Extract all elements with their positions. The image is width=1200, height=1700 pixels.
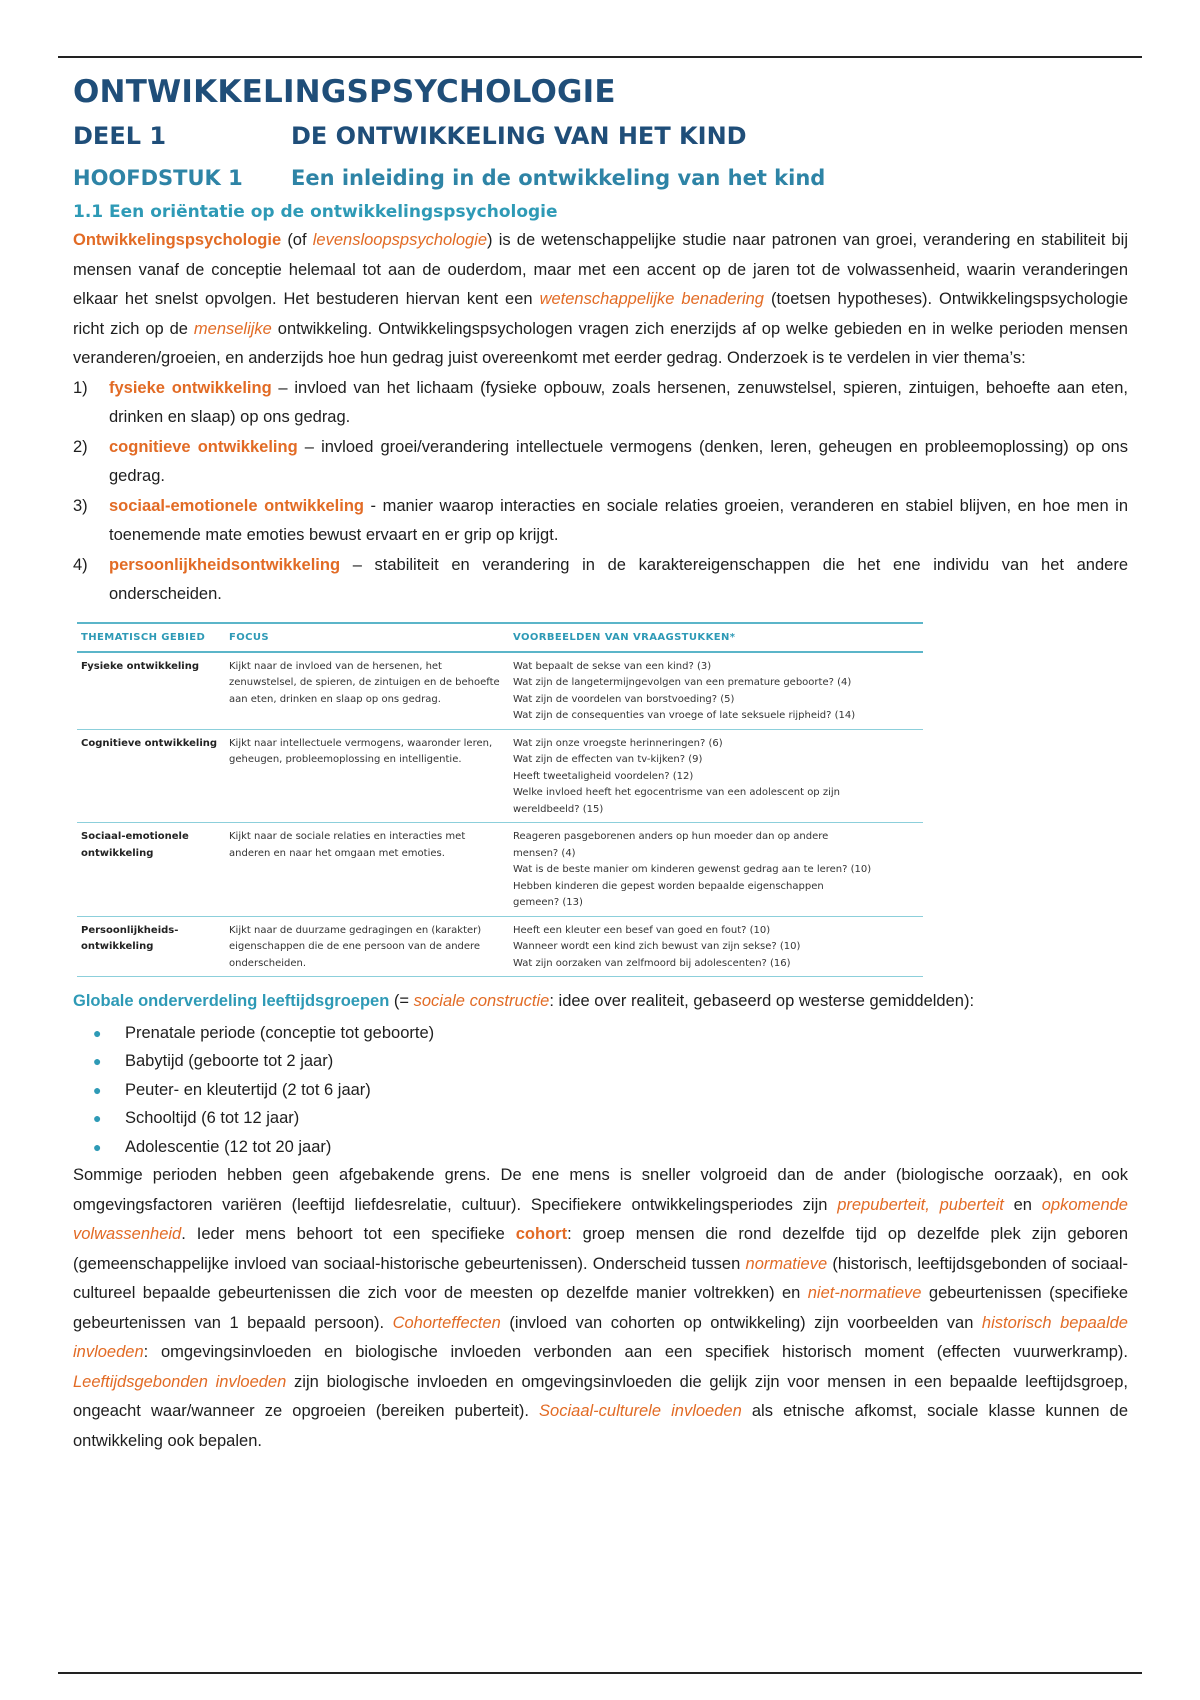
- list-text: [109, 551, 1128, 610]
- closing-text: en: [1003, 1195, 1042, 1214]
- age-group-label: Peuter- en kleutertijd (2 tot 6 jaar): [125, 1080, 371, 1099]
- term-opkomende-volwassenheid: opkomende volwassenheid: [73, 1195, 1128, 1243]
- closing-text: (historisch, leeftijdsgebonden of sociaal-cultureel bepaalde gebeurtenissen die zich voor de meesten op dezelfde manier voltrekken) en: [73, 1254, 1128, 1302]
- term-wetenschappelijke-benadering: wetenschappelijke benadering: [539, 290, 764, 308]
- list-number: 4): [73, 555, 88, 574]
- column-header: VOORBEELDEN VAN VRAAGSTUKKEN*: [509, 623, 923, 652]
- list-item: [73, 492, 1128, 551]
- term-menselijke: menselijke: [193, 319, 272, 338]
- term-normatieve: normatieve: [745, 1254, 828, 1273]
- intro-paragraph: [73, 226, 1128, 374]
- list-item: [73, 433, 1128, 492]
- cell-examples: [509, 823, 923, 917]
- list-item: [73, 374, 1128, 433]
- top-rule: [58, 56, 1142, 58]
- example-line: Wat zijn oorzaken van zelfmoord bij adolescenten? (16): [513, 957, 791, 969]
- term-sociale-constructie: sociale constructie: [413, 992, 550, 1010]
- bullet-icon: ●: [93, 1081, 102, 1098]
- theme-description: - manier waarop interacties en sociale relaties groeien, veranderen en stabiel blijven, en hoe men in toenemende mate emoties bewust ervaart en er grip op krijgt.: [109, 496, 1128, 544]
- term-historisch-bepaalde-invloeden: historisch bepaalde invloeden: [73, 1313, 1128, 1361]
- list-number: 3): [73, 496, 88, 515]
- part-heading: [73, 122, 1128, 150]
- example-line: Heeft een kleuter een besef van goed en fout? (10): [513, 924, 771, 936]
- cell-focus: Kijkt naar de invloed van de hersenen, het zenuwstelsel, de spieren, de zintuigen en de behoefte aan eten, drinken en slaap op ons gedrag.: [225, 652, 509, 730]
- example-line: Wat zijn de effecten van tv-kijken? (9): [513, 754, 703, 765]
- intro-text-3: (toetsen hypotheses). Ontwikkelingspsychologie richt zich op de: [73, 290, 1128, 338]
- closing-text: (invloed van cohorten op ontwikkeling) zijn voorbeelden van: [500, 1313, 982, 1332]
- theme-description: – stabiliteit en verandering in de karaktereigenschappen die het ene individu van het andere onderscheiden.: [109, 555, 1128, 603]
- list-item: [73, 1019, 1128, 1048]
- intro-text-2: ) is de wetenschappelijke studie naar patronen van groei, verandering en stabiliteit bij mensen vanaf de conceptie helemaal tot aan de ouderdom, maar met een accent op de jaren tot de volwassenheid, waarin veranderingen elkaar het snelst opvolgen. Het bestuderen hiervan kent een: [73, 231, 1128, 308]
- chapter-heading: [73, 166, 1128, 190]
- term-sociaal-culturele-invloeden: Sociaal-culturele invloeden: [539, 1402, 742, 1420]
- document-page: [73, 72, 1128, 1456]
- theme-description: – invloed van het lichaam (fysieke opbouw, zoals hersenen, zenuwstelsel, spieren, zintuigen, behoefte aan eten, drinken en slaap) op ons gedrag.: [109, 378, 1128, 426]
- part-title: DE ONTWIKKELING VAN HET KIND: [291, 122, 747, 150]
- closing-text: . Ieder mens behoort tot een specifieke: [181, 1225, 516, 1243]
- theme-term: cognitieve ontwikkeling: [109, 437, 298, 456]
- example-line: wereldbeeld? (15): [513, 803, 604, 815]
- themes-table: [77, 622, 923, 978]
- chapter-label: HOOFDSTUK 1: [73, 166, 243, 190]
- column-header: FOCUS: [225, 623, 509, 652]
- example-line: mensen? (4): [513, 847, 576, 859]
- theme-term: fysieke ontwikkeling: [109, 378, 272, 397]
- example-line: Welke invloed heeft het egocentrisme van een adolescent op zijn: [513, 787, 840, 798]
- age-groups-list: [73, 1019, 1128, 1162]
- cell-focus: Kijkt naar intellectuele vermogens, waaronder leren, geheugen, probleemoplossing en intelligentie.: [225, 729, 509, 823]
- closing-text: Sommige perioden hebben geen afgebakende grens. De ene mens is sneller volgroeid dan de ander (biologische oorzaak), en ook omgevingsfactoren variëren (leeftijd liefdesrelatie, cultuur). Specifiekere ontwikkelingsperiodes zijn: [73, 1166, 1128, 1214]
- list-item: [73, 1076, 1128, 1105]
- list-number: 1): [73, 378, 88, 397]
- theme-description: – invloed groei/verandering intellectuele vermogens (denken, leren, geheugen en probleemoplossing) op ons gedrag.: [109, 437, 1128, 485]
- cell-examples: [509, 916, 923, 977]
- list-item: [73, 1047, 1128, 1076]
- intro-text-1: (of: [281, 231, 313, 249]
- cell-area: Cognitieve ontwikkeling: [77, 729, 225, 823]
- closing-text: als etnische afkomst, sociale klasse kunnen de ontwikkeling ook bepalen.: [73, 1402, 1129, 1450]
- list-item: [73, 551, 1128, 610]
- age-group-label: Schooltijd (6 tot 12 jaar): [125, 1109, 300, 1127]
- example-line: Wat zijn de langetermijngevolgen van een premature geboorte? (4): [513, 677, 852, 688]
- list-item: [73, 1133, 1128, 1162]
- list-text: [109, 492, 1128, 551]
- part-label: DEEL 1: [73, 122, 167, 150]
- closing-text: zijn biologische invloeden en omgevingsinvloeden die gelijk zijn voor mensen in een bepaalde leeftijdsgroep, ongeacht waar/wanneer ze opgroeien (bereiken puberteit).: [73, 1372, 1128, 1420]
- age-group-label: Adolescentie (12 tot 20 jaar): [125, 1137, 332, 1156]
- bullet-icon: ●: [93, 1024, 102, 1041]
- age-group-label: Prenatale periode (conceptie tot geboorte): [125, 1023, 435, 1042]
- cell-focus: Kijkt naar de sociale relaties en interacties met anderen en naar het omgaan met emoties.: [225, 823, 509, 917]
- term-cohort: cohort: [515, 1225, 568, 1243]
- term-cohorteffecten: Cohorteffecten: [392, 1313, 501, 1332]
- table-header-row: [77, 623, 923, 652]
- document-title: ONTWIKKELINGSPSYCHOLOGIE: [73, 74, 616, 110]
- example-line: Wat is de beste manier om kinderen gewenst gedrag aan te leren? (10): [513, 864, 872, 875]
- chapter-title: Een inleiding in de ontwikkeling van het kind: [291, 166, 826, 190]
- themes-list: [73, 374, 1128, 610]
- cell-area: Fysieke ontwikkeling: [77, 652, 225, 730]
- column-header: THEMATISCH GEBIED: [77, 623, 225, 652]
- example-line: Wat zijn onze vroegste herinneringen? (6): [513, 737, 723, 749]
- bullet-icon: ●: [93, 1053, 102, 1069]
- term-levensloopspsychologie: levensloopspsychologie: [312, 231, 488, 249]
- age-group-label: Babytijd (geboorte tot 2 jaar): [125, 1052, 334, 1070]
- example-line: Reageren pasgeborenen anders op hun moeder dan op andere: [513, 831, 829, 842]
- cell-area: Persoonlijkheids-ontwikkeling: [77, 916, 225, 977]
- term-niet-normatieve: niet-normatieve: [807, 1284, 922, 1302]
- closing-text: : omgevingsinvloeden en biologische invloeden verbonden aan een specifiek historisch moment (effecten vuurwerkramp).: [143, 1343, 1128, 1361]
- term-leeftijdsgebonden-invloeden: Leeftijdsgebonden invloeden: [73, 1372, 287, 1391]
- ages-intro: [73, 987, 1128, 1017]
- ages-intro-text-2: : idee over realiteit, gebaseerd op westerse gemiddelden):: [549, 992, 975, 1010]
- list-number: 2): [73, 437, 88, 456]
- example-line: Wat zijn de voordelen van borstvoeding? (5): [513, 693, 735, 705]
- intro-text-4: ontwikkeling. Ontwikkelingspsychologen vragen zich enerzijds af op welke gebieden en in welke perioden mensen veranderen/groeien, en anderzijds hoe hun gedrag juist overeenkomt met eerder gedrag. Onderzoek is te verdelen in vier thema’s:: [73, 319, 1128, 367]
- theme-term: persoonlijkheidsontwikkeling: [109, 555, 341, 574]
- term-leeftijdsgroepen: Globale onderverdeling leeftijdsgroepen: [73, 992, 390, 1010]
- table-row: [77, 652, 923, 730]
- bullet-icon: ●: [93, 1110, 102, 1126]
- cell-area: Sociaal-emotionele ontwikkeling: [77, 823, 225, 917]
- example-line: Wanneer wordt een kind zich bewust van zijn sekse? (10): [513, 941, 801, 952]
- cell-examples: [509, 652, 923, 730]
- section-heading: 1.1 Een oriëntatie op de ontwikkelingspsychologie: [73, 202, 558, 222]
- example-line: Wat zijn de consequenties van vroege of late seksuele rijpheid? (14): [513, 710, 856, 721]
- theme-term: sociaal-emotionele ontwikkeling: [109, 496, 365, 515]
- example-line: gemeen? (13): [513, 897, 583, 908]
- closing-text: gebeurtenissen (specifieke gebeurtenissen van 1 bepaald persoon).: [73, 1284, 1129, 1332]
- list-text: [109, 433, 1128, 492]
- term-ontwikkelingspsychologie: Ontwikkelingspsychologie: [73, 231, 282, 249]
- list-item: [73, 1104, 1128, 1133]
- example-line: Heeft tweetaligheid voordelen? (12): [513, 770, 694, 782]
- example-line: Hebben kinderen die gepest worden bepaalde eigenschappen: [513, 880, 824, 892]
- cell-focus: Kijkt naar de duurzame gedragingen en (karakter) eigenschappen die de ene persoon van de andere onderscheiden.: [225, 916, 509, 977]
- term-prepuberteit: prepuberteit, puberteit: [837, 1195, 1004, 1214]
- closing-paragraph: [73, 1161, 1128, 1456]
- table-row: [77, 916, 923, 977]
- cell-examples: [509, 729, 923, 823]
- bullet-icon: ●: [93, 1138, 102, 1155]
- example-line: Wat bepaalt de sekse van een kind? (3): [513, 660, 712, 672]
- table-row: [77, 729, 923, 823]
- closing-text: : groep mensen die rond dezelfde tijd op dezelfde plek zijn geboren (gemeenschappelijke invloed van sociaal-historische gebeurtenissen). Onderscheid tussen: [73, 1225, 1128, 1273]
- bottom-rule: [58, 1672, 1142, 1674]
- table-row: [77, 823, 923, 917]
- list-text: [109, 374, 1128, 433]
- ages-intro-text-1: (=: [389, 992, 414, 1010]
